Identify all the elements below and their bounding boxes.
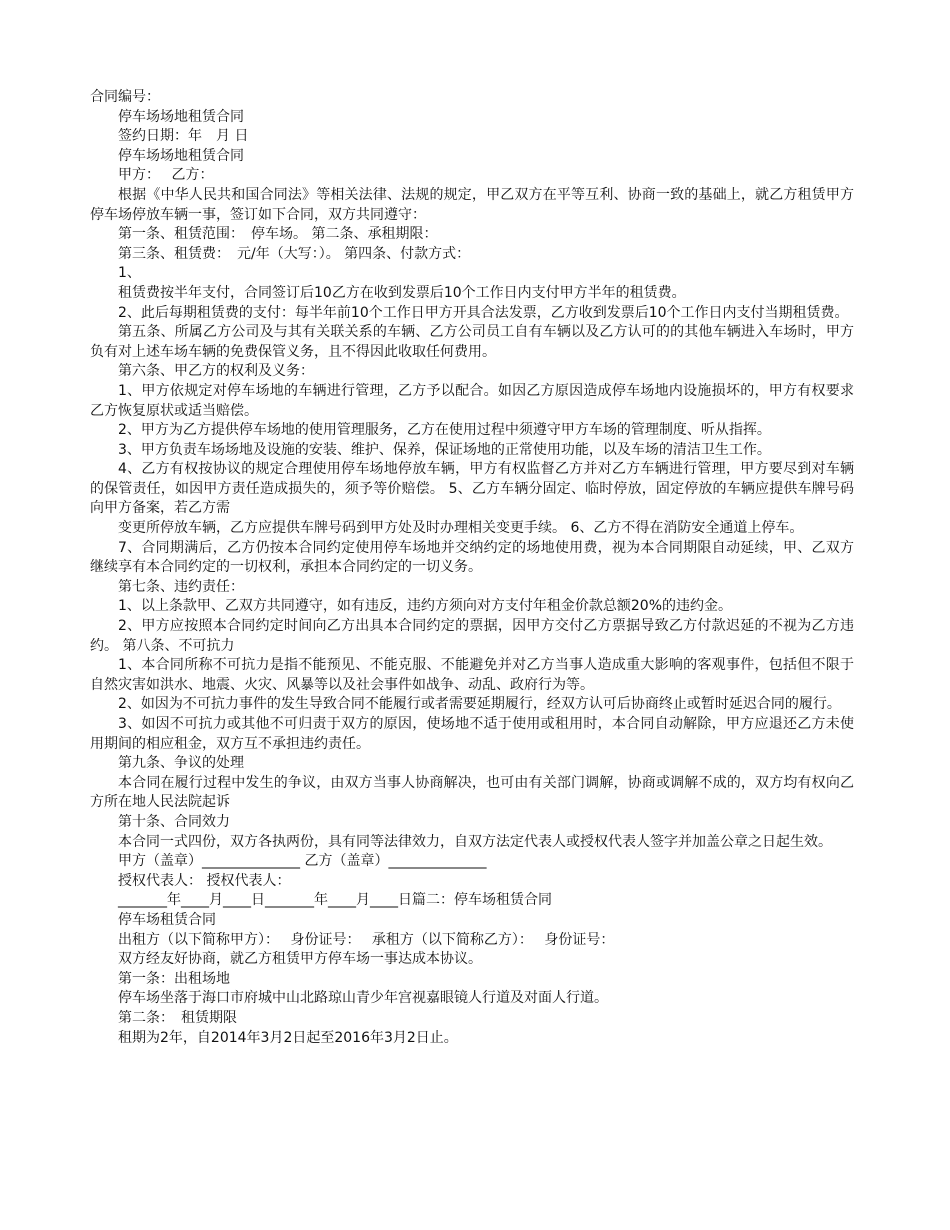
contract-paragraph: 本合同在履行过程中发生的争议，由双方当事人协商解决，也可由有关部门调解，协商或调解不成的，双方均有权向乙方所在地人民法院起诉 bbox=[90, 774, 854, 811]
contract-paragraph: 授权代表人： 授权代表人： bbox=[118, 872, 291, 889]
contract-paragraph: 2、甲方为乙方提供停车场地的使用管理服务，乙方在使用过程中须遵守甲方车场的管理制度、听从指挥。 bbox=[118, 422, 771, 439]
contract-paragraph: _______年____月____日_______年____月____日篇二：停车场租赁合同 bbox=[118, 892, 552, 909]
contract-paragraph: 第九条、争议的处理 bbox=[118, 755, 244, 772]
contract-paragraph: 双方经友好协商，就乙方租赁甲方停车场一事达成本协议。 bbox=[118, 951, 482, 968]
contract-paragraph: 1、以上条款甲、乙双方共同遵守，如有违反，违约方须向对方支付年租金价款总额20%的违约金。 bbox=[118, 598, 733, 615]
contract-paragraph: 2、此后每期租赁费的支付：每半年前10个工作日甲方开具合法发票，乙方收到发票后10个工作日内支付当期租赁费。 bbox=[118, 304, 849, 321]
contract-paragraph: 4、乙方有权按协议的规定合理使用停车场地停放车辆，甲方有权监督乙方并对乙方车辆进行管理，甲方要尽到对车辆的保管责任，如因甲方责任造成损失的，须予等价赔偿。 5、乙方车辆分固定、临时停放，固定停放的车辆应提供车牌号码向甲方备案，若乙方需 bbox=[90, 461, 854, 517]
contract-paragraph: 2、如因为不可抗力事件的发生导致合同不能履行或者需要延期履行，经双方认可后协商终止或暂时延迟合同的履行。 bbox=[118, 696, 841, 713]
contract-paragraph: 第一条：出租场地 bbox=[118, 970, 230, 987]
contract-paragraph: 2、甲方应按照本合同约定时间向乙方出具本合同约定的票据，因甲方交付乙方票据导致乙方付款迟延的不视为乙方违约。 第八条、不可抗力 bbox=[90, 618, 854, 654]
contract-document bbox=[90, 88, 868, 1048]
contract-paragraph: 第六条、甲乙方的权利及义务： bbox=[118, 363, 314, 380]
contract-paragraph: 合同编号： bbox=[90, 89, 160, 105]
contract-paragraph: 租赁费按半年支付，合同签订后10乙方在收到发票后10个工作日内支付甲方半年的租赁费。 bbox=[118, 284, 686, 301]
contract-paragraph: 甲方： 乙方： bbox=[118, 167, 214, 184]
contract-paragraph: 第十条、合同效力 bbox=[118, 813, 230, 830]
contract-paragraph: 第一条、租赁范围： 停车场。 第二条、承租期限： bbox=[118, 226, 438, 243]
contract-paragraph: 1、 bbox=[118, 265, 141, 282]
contract-paragraph: 变更所停放车辆，乙方应提供车牌号码到甲方处及时办理相关变更手续。 6、乙方不得在消防安全通道上停车。 bbox=[118, 520, 804, 537]
contract-paragraph: 第七条、违约责任： bbox=[118, 578, 244, 595]
contract-paragraph: 7、合同期满后，乙方仍按本合同约定使用停车场地并交纳约定的场地使用费，视为本合同期限自动延续，甲、乙双方继续享有本合同约定的一切权利，承担本合同约定的一切义务。 bbox=[90, 539, 854, 576]
contract-paragraph: 停车场租赁合同 bbox=[118, 911, 216, 928]
contract-paragraph: 租期为2年，自2014年3月2日起至2016年3月2日止。 bbox=[118, 1029, 458, 1046]
contract-paragraph: 甲方（盖章）______________ 乙方（盖章）______________ bbox=[118, 853, 487, 870]
contract-paragraph: 签约日期：年 月 日 bbox=[118, 128, 249, 145]
contract-paragraph: 1、甲方依规定对停车场地的车辆进行管理，乙方予以配合。如因乙方原因造成停车场地内设施损坏的，甲方有权要求乙方恢复原状或适当赔偿。 bbox=[90, 382, 854, 419]
contract-paragraph: 3、如因不可抗力或其他不可归责于双方的原因，使场地不适于使用或租用时，本合同自动解除，甲方应退还乙方未使用期间的相应租金，双方互不承担违约责任。 bbox=[90, 716, 854, 752]
contract-paragraph: 第三条、租赁费： 元/年（大写：）。 第四条、付款方式： bbox=[118, 245, 471, 262]
contract-paragraph: 停车场坐落于海口市府城中山北路琼山青少年宫视嘉眼镜人行道及对面人行道。 bbox=[118, 990, 608, 1007]
contract-paragraph: 3、甲方负责车场场地及设施的安装、维护、保养，保证场地的正常使用功能，以及车场的清洁卫生工作。 bbox=[118, 441, 771, 458]
contract-paragraph: 停车场场地租赁合同 bbox=[118, 108, 244, 125]
contract-paragraph: 根据《中华人民共和国合同法》等相关法律、法规的规定，甲乙双方在平等互利、协商一致的基础上，就乙方租赁甲方 停车场停放车辆一事，签订如下合同，双方共同遵守： bbox=[90, 186, 868, 223]
contract-paragraph: 第五条、所属乙方公司及与其有关联关系的车辆、乙方公司员工自有车辆以及乙方认可的的其他车辆进入车场时，甲方负有对上述车场车辆的免费保管义务，且不得因此收取任何费用。 bbox=[90, 324, 854, 360]
contract-paragraph: 第二条： 租赁期限 bbox=[118, 1009, 237, 1026]
contract-paragraph: 出租方（以下简称甲方）： 身份证号： 承租方（以下简称乙方）： 身份证号： bbox=[118, 931, 615, 948]
contract-paragraph: 本合同一式四份，双方各执两份，具有同等法律效力，自双方法定代表人或授权代表人签字并加盖公章之日起生效。 bbox=[118, 833, 832, 850]
contract-paragraph: 1、本合同所称不可抗力是指不能预见、不能克服、不能避免并对乙方当事人造成重大影响的客观事件，包括但不限于自然灾害如洪水、地震、火灾、风暴等以及社会事件如战争、动乱、政府行为等。 bbox=[90, 657, 854, 693]
contract-paragraph: 停车场场地租赁合同 bbox=[118, 147, 244, 164]
